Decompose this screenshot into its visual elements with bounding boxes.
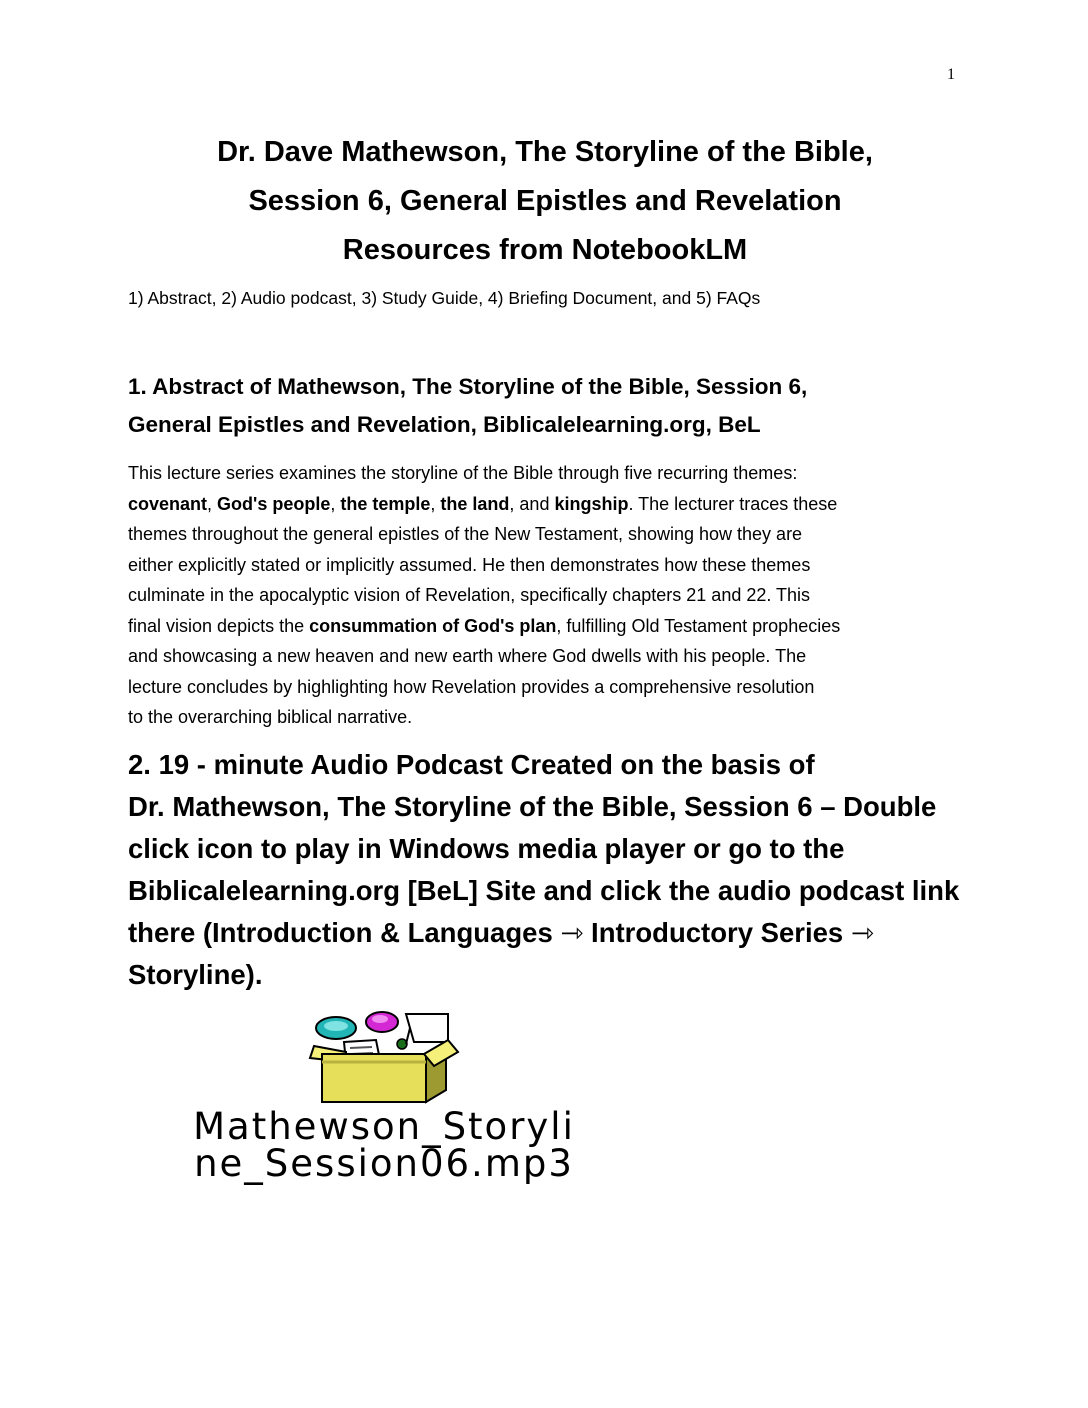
abstract-text: final vision depicts the xyxy=(128,615,310,636)
abstract-line xyxy=(128,611,968,642)
theme-covenant: covenant xyxy=(128,493,208,514)
heading-line: General Epistles and Revelation, Biblicalelearning.org, BeL xyxy=(128,412,761,437)
page-number: 1 xyxy=(947,66,955,83)
arrow-right-icon: ⇾ xyxy=(850,917,874,948)
abstract-line xyxy=(128,489,968,520)
abstract-line: and showcasing a new heaven and new earth where God dwells with his people. The xyxy=(128,646,807,666)
title-line: Dr. Dave Mathewson, The Storyline of the Bible, xyxy=(217,136,873,168)
title-line: Resources from NotebookLM xyxy=(342,234,748,266)
file-name-line: Mathewson_Storyli xyxy=(193,1105,575,1148)
abstract-line: This lecture series examines the storyline of the Bible through five recurring themes: xyxy=(128,463,798,483)
theme-gods-people: God's people xyxy=(217,493,331,514)
separator: , xyxy=(207,493,218,514)
abstract-text: , fulfilling Old Testament prophecies xyxy=(556,615,841,636)
document-title xyxy=(120,128,970,275)
abstract-text: . The lecturer traces these xyxy=(628,493,838,514)
audio-file-name xyxy=(120,1105,648,1185)
abstract-heading xyxy=(128,368,968,444)
arrow-right-icon: ⇾ xyxy=(560,917,584,948)
abstract-paragraph xyxy=(128,458,968,733)
theme-kingship: kingship xyxy=(554,493,629,514)
podcast-line: 2. 19 - minute Audio Podcast Created on the basis of xyxy=(128,749,815,780)
title-line: Session 6, General Epistles and Revelation xyxy=(248,185,842,217)
package-icon xyxy=(306,1010,466,1104)
emphasis-consummation: consummation of God's plan xyxy=(309,615,557,636)
podcast-heading xyxy=(128,744,978,996)
file-name-line: ne_Session06.mp3 xyxy=(194,1142,574,1185)
abstract-line: themes throughout the general epistles of the New Testament, showing how they are xyxy=(128,524,803,544)
separator: , xyxy=(330,493,341,514)
abstract-line: either explicitly stated or implicitly assumed. He then demonstrates how these themes xyxy=(128,554,811,575)
abstract-line: culminate in the apocalyptic vision of Revelation, specifically chapters 21 and 22. This xyxy=(128,585,811,605)
podcast-text: Introductory Series xyxy=(583,917,851,948)
separator: , and xyxy=(509,493,555,514)
audio-file-attachment[interactable] xyxy=(120,1010,650,1190)
podcast-line: Storyline). xyxy=(128,959,263,990)
podcast-line xyxy=(128,912,978,954)
heading-line: 1. Abstract of Mathewson, The Storyline of the Bible, Session 6, xyxy=(128,374,808,399)
theme-land: the land xyxy=(440,493,510,514)
contents-list: 1) Abstract, 2) Audio podcast, 3) Study Guide, 4) Briefing Document, and 5) FAQs xyxy=(128,288,761,308)
theme-temple: the temple xyxy=(340,493,431,514)
podcast-line: Dr. Mathewson, The Storyline of the Bible, Session 6 – Double xyxy=(128,791,937,822)
podcast-line: Biblicalelearning.org [BeL] Site and click the audio podcast link xyxy=(128,875,960,906)
podcast-line: click icon to play in Windows media player or go to the xyxy=(128,833,845,864)
separator: , xyxy=(430,493,441,514)
abstract-line: to the overarching biblical narrative. xyxy=(128,707,413,727)
abstract-line: lecture concludes by highlighting how Revelation provides a comprehensive resolution xyxy=(128,676,815,697)
podcast-text: there (Introduction & Languages xyxy=(128,917,561,948)
